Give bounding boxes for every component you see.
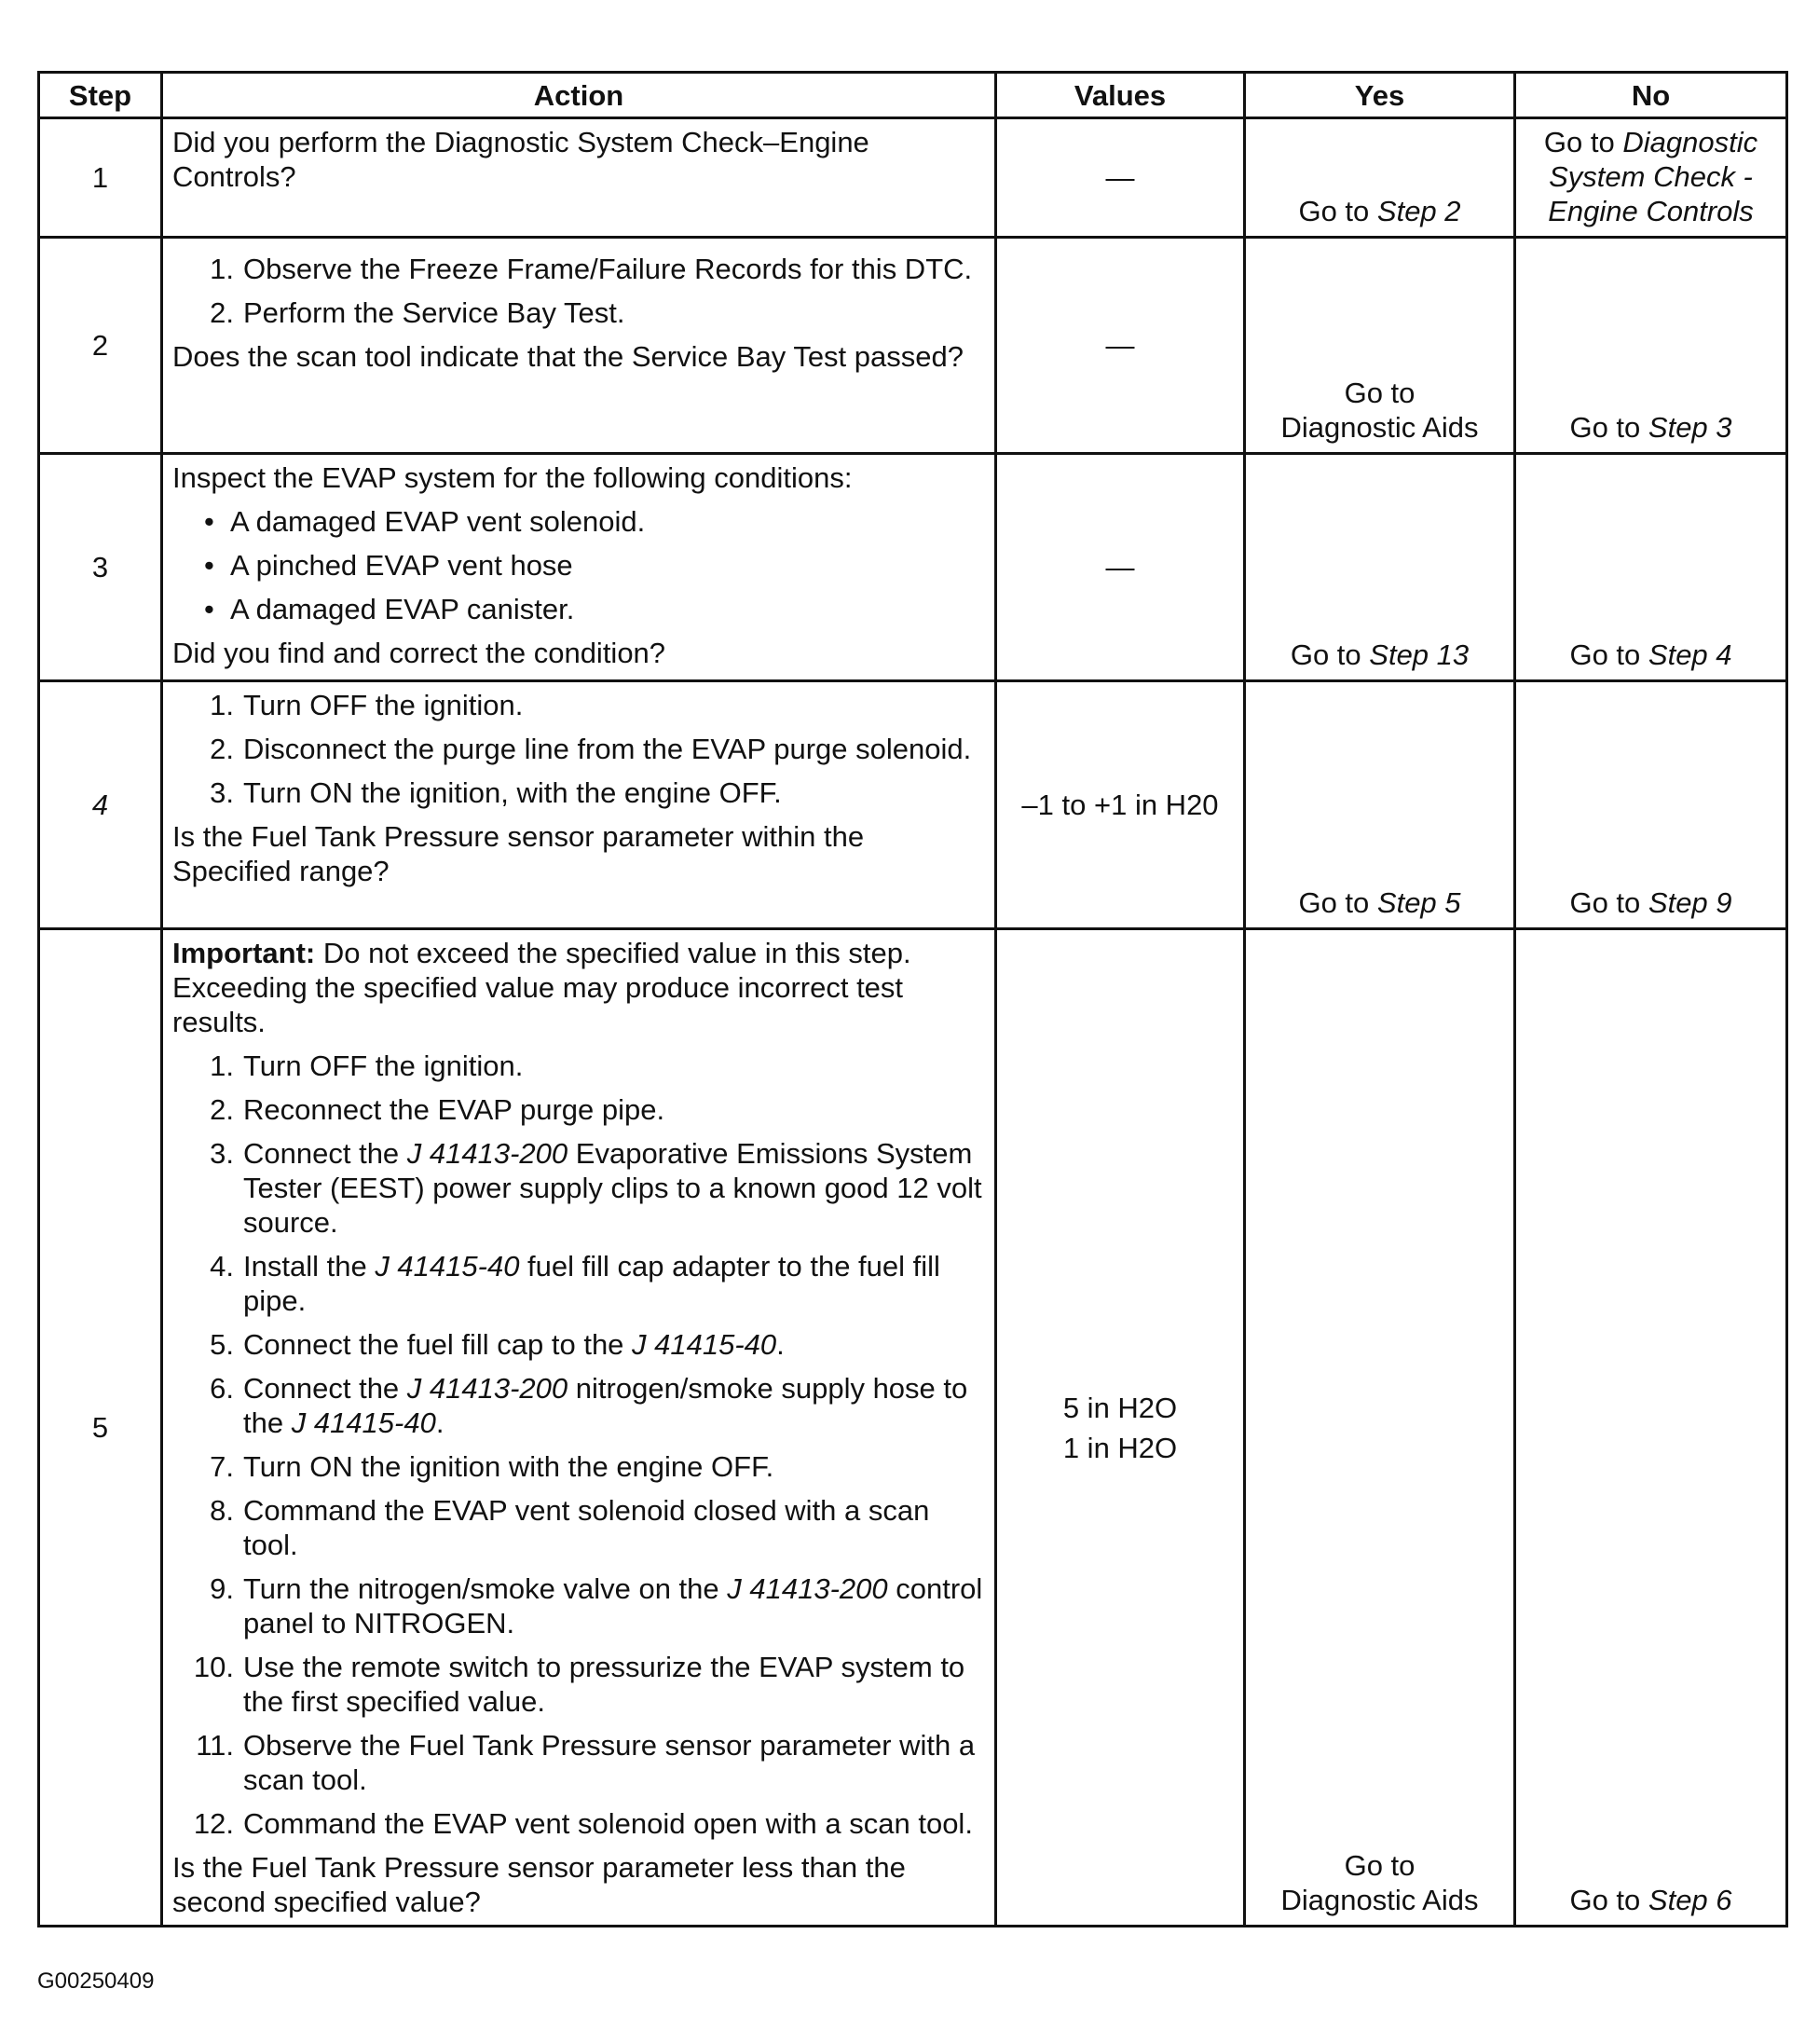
no-cell bbox=[1515, 929, 1787, 1927]
list-item: 11. Observe the Fuel Tank Pressure sensor parameter with a scan tool. bbox=[196, 1729, 976, 1796]
values-cell bbox=[996, 238, 1245, 454]
figure-id: G00250409 bbox=[37, 1969, 155, 1994]
goto-link[interactable]: Step 13 bbox=[1369, 638, 1470, 671]
goto-link[interactable]: Step 4 bbox=[1648, 638, 1732, 671]
table-row bbox=[39, 681, 1787, 929]
goto-prefix: Go to bbox=[1290, 638, 1370, 671]
list-item: 2. Perform the Service Bay Test. bbox=[210, 296, 625, 329]
list-item: 7. Turn ON the ignition with the engine OFF. bbox=[210, 1450, 774, 1483]
goto-link[interactable]: Diagnostic Aids bbox=[1280, 411, 1479, 444]
goto-prefix: Go to bbox=[1569, 886, 1648, 919]
action-cell bbox=[162, 929, 996, 1927]
list-item: 6. Connect the J 41413-200 nitrogen/smoke supply hose to the J 41415-40. bbox=[210, 1372, 968, 1439]
list-item: 3. Turn ON the ignition, with the engine OFF. bbox=[210, 776, 782, 809]
goto-prefix: Go to bbox=[1569, 638, 1648, 671]
action-question: Did you find and correct the condition? bbox=[172, 637, 666, 669]
condition-list bbox=[172, 504, 985, 626]
goto-link[interactable]: Step 2 bbox=[1376, 195, 1461, 227]
list-item: • A pinched EVAP vent hose bbox=[204, 549, 573, 582]
header-row bbox=[39, 73, 1787, 118]
list-item: 1. Turn OFF the ignition. bbox=[210, 689, 524, 721]
list-item: 1. Observe the Freeze Frame/Failure Records for this DTC. bbox=[210, 253, 973, 285]
action-question: Is the Fuel Tank Pressure sensor parameter less than the second specified value? bbox=[172, 1851, 906, 1918]
step-number: 4 bbox=[39, 681, 162, 929]
table-row bbox=[39, 929, 1787, 1927]
action-steps bbox=[172, 252, 985, 330]
action-question: Does the scan tool indicate that the Service Bay Test passed? bbox=[172, 340, 964, 373]
step-number: 3 bbox=[39, 454, 162, 681]
list-item: 4. Install the J 41415-40 fuel fill cap adapter to the fuel fill pipe. bbox=[210, 1250, 940, 1317]
list-item: 8. Command the EVAP vent solenoid closed with a scan tool. bbox=[210, 1494, 930, 1561]
header-no: No bbox=[1515, 73, 1787, 118]
action-question: Is the Fuel Tank Pressure sensor parameter within the Specified range? bbox=[172, 820, 865, 887]
values-cell bbox=[996, 929, 1245, 1927]
value-text: — bbox=[1105, 329, 1135, 362]
list-item: • A damaged EVAP vent solenoid. bbox=[204, 505, 646, 538]
values-cell bbox=[996, 681, 1245, 929]
goto-link[interactable]: Diagnostic Aids bbox=[1280, 1884, 1479, 1916]
header-action: Action bbox=[162, 73, 996, 118]
yes-cell bbox=[1245, 681, 1515, 929]
diagnostic-table bbox=[37, 71, 1788, 1927]
action-cell bbox=[162, 118, 996, 238]
list-item: 9. Turn the nitrogen/smoke valve on the J 41413-200 control panel to NITROGEN. bbox=[210, 1572, 983, 1639]
step-number: 1 bbox=[39, 118, 162, 238]
goto-prefix: Go to bbox=[1298, 195, 1377, 227]
list-item: 12. Command the EVAP vent solenoid open with a scan tool. bbox=[193, 1807, 973, 1840]
goto-link[interactable]: Step 6 bbox=[1648, 1884, 1732, 1916]
header-yes: Yes bbox=[1245, 73, 1515, 118]
important-note: Important: Do not exceed the specified value in this step. Exceeding the specified value may produce incorrect test results. bbox=[172, 937, 911, 1038]
value-text: –1 to +1 in H20 bbox=[1021, 789, 1219, 821]
list-item: • A damaged EVAP canister. bbox=[204, 593, 575, 625]
action-steps bbox=[172, 1049, 985, 1841]
yes-cell bbox=[1245, 118, 1515, 238]
goto-link[interactable]: Step 3 bbox=[1648, 411, 1732, 444]
goto-prefix: Go to bbox=[1298, 886, 1377, 919]
table-row bbox=[39, 118, 1787, 238]
goto-prefix: Go to bbox=[1569, 411, 1648, 444]
no-cell bbox=[1515, 681, 1787, 929]
goto-link[interactable]: Diagnostic System Check - Engine Controls bbox=[1548, 126, 1758, 227]
step-number: 2 bbox=[39, 238, 162, 454]
action-question: Did you perform the Diagnostic System Check–Engine Controls? bbox=[172, 126, 869, 193]
action-steps bbox=[172, 688, 985, 810]
list-item: 5. Connect the fuel fill cap to the J 41415-40. bbox=[210, 1328, 785, 1361]
yes-cell bbox=[1245, 454, 1515, 681]
no-cell bbox=[1515, 238, 1787, 454]
value-text: 5 in H2O bbox=[1062, 1391, 1178, 1424]
table-row bbox=[39, 454, 1787, 681]
header-values: Values bbox=[996, 73, 1245, 118]
list-item: 2. Disconnect the purge line from the EVAP purge solenoid. bbox=[210, 733, 972, 765]
no-cell bbox=[1515, 118, 1787, 238]
value-text: — bbox=[1105, 551, 1135, 583]
value-text: 1 in H2O bbox=[1062, 1431, 1178, 1464]
action-cell bbox=[162, 454, 996, 681]
action-intro: Inspect the EVAP system for the following conditions: bbox=[172, 461, 853, 494]
action-cell bbox=[162, 681, 996, 929]
list-item: 2. Reconnect the EVAP purge pipe. bbox=[210, 1093, 665, 1126]
goto-prefix: Go to bbox=[1569, 1884, 1648, 1916]
table-row bbox=[39, 238, 1787, 454]
goto-prefix: Go to Diagnostic System Check - Engine Controls bbox=[1543, 126, 1758, 227]
yes-cell bbox=[1245, 929, 1515, 1927]
list-item: 3. Connect the J 41413-200 Evaporative Emissions System Tester (EEST) power supply clips to a known good 12 volt source. bbox=[210, 1137, 982, 1239]
values-cell bbox=[996, 454, 1245, 681]
goto-prefix: Go to bbox=[1344, 1849, 1416, 1882]
action-cell bbox=[162, 238, 996, 454]
step-number: 5 bbox=[39, 929, 162, 1927]
list-item: 1. Turn OFF the ignition. bbox=[210, 1049, 524, 1082]
goto-link[interactable]: Step 5 bbox=[1376, 886, 1461, 919]
yes-cell bbox=[1245, 238, 1515, 454]
goto-prefix: Go to bbox=[1344, 377, 1416, 409]
list-item: 10. Use the remote switch to pressurize the EVAP system to the first specified value. bbox=[193, 1651, 965, 1718]
goto-link[interactable]: Step 9 bbox=[1648, 886, 1732, 919]
no-cell bbox=[1515, 454, 1787, 681]
header-step: Step bbox=[39, 73, 162, 118]
value-text: — bbox=[1105, 161, 1135, 194]
values-cell bbox=[996, 118, 1245, 238]
